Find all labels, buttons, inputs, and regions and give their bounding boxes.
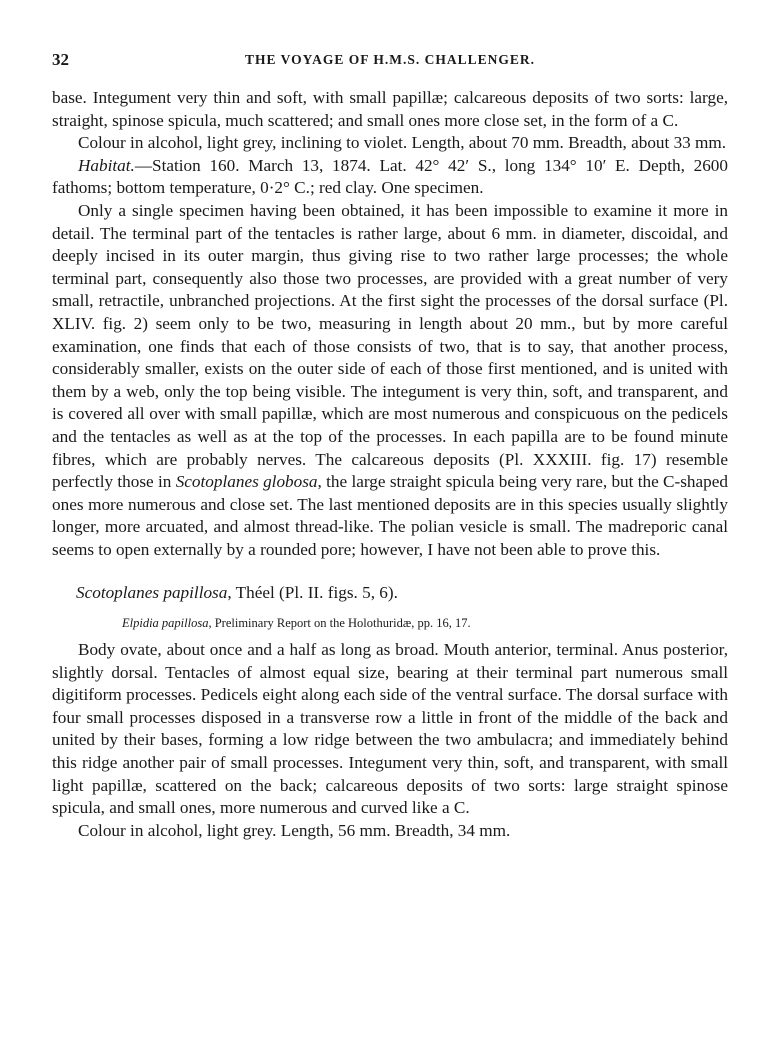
habitat-paragraph — [52, 155, 728, 200]
species-authority: , Théel (Pl. II. figs. 5, 6). — [227, 583, 398, 603]
discussion-part2: , the large straight spicula being very rare, but the C-shaped ones more numerous and close set. The last mentioned deposits are in this species usually slightly longer, more arcuated, and almost thread-like. The polian vesicle is small. The madreporic canal seems to open externally by a rounded pore; however, I have not been able to prove this. — [52, 472, 728, 559]
running-title: THE VOYAGE OF H.M.S. CHALLENGER. — [244, 52, 536, 67]
species-description: Body ovate, about once and a half as long as broad. Mouth anterior, terminal. Anus posterior, slightly dorsal. Tentacles of almost equal size, bearing at their terminal part numerous small digitiform processes. Pedicels eight along each side of the ventral surface. The dorsal surface with four small processes disposed in a transverse row a little in front of the middle of the back and united by their bases, forming a low ridge between the two ambulacra; and immediately behind this ridge another pair of small processes. Integument very thin, soft, and transparent, with small light papillæ, scattered on the back; calcareous deposits of two sorts: large straight spinose spicula, and small ones, more numerous and curved like a C. — [52, 640, 728, 818]
species-reference-italic: Scotoplanes globosa — [175, 472, 318, 492]
discussion-paragraph — [52, 200, 728, 562]
colour-paragraph: Colour in alcohol, light grey, inclining to violet. Length, about 70 mm. Breadth, about 33 mm. — [78, 133, 727, 153]
reference-name: Elpidia papillosa — [122, 616, 209, 631]
synonymy-reference — [52, 614, 728, 632]
species-heading — [52, 582, 728, 605]
habitat-label: Habitat. — [78, 155, 135, 175]
page-number: 32 — [52, 50, 69, 69]
habitat-text: —Station 160. March 13, 1874. Lat. 42° 42′ S., long 134° 10′ E. Depth, 2600 fathoms; bottom temperature, 0·2° C.; red clay. One specimen. — [52, 155, 728, 198]
description-continued: base. Integument very thin and soft, with small papillæ; calcareous deposits of two sorts: large, straight, spinose spicula, much scattered; and small ones more close set, in the form of a C. — [52, 88, 728, 130]
reference-text: , Preliminary Report on the Holothuridæ, pp. 16, 17. — [208, 616, 471, 631]
page-body — [52, 87, 728, 842]
page-header — [52, 50, 728, 72]
species-name: Scotoplanes papillosa — [76, 583, 228, 603]
colour-paragraph-2: Colour in alcohol, light grey. Length, 56 mm. Breadth, 34 mm. — [78, 820, 511, 840]
discussion-part1: Only a single specimen having been obtained, it has been impossible to examine it more in detail. The terminal part of the tentacles is rather large, about 6 mm. in diameter, discoidal, and deeply incised in its outer margin, thus giving rise to two rather large processes; the whole terminal part, consequently also those two processes, are provided with a great number of very small, retractile, unbranched projections. At the first sight the processes of the dorsal surface (Pl. XLIV. fig. 2) seem only to be two, measuring in length about 20 mm., but by more careful examination, one finds that each of those consists of two, that is to say, that another process, considerably smaller, exists on the outer side of each of those first mentioned, and is united with them by a web, only the top being visible. The integument is very thin, soft, and transparent, and is covered all over with small papillæ, which are most numerous and conspicuous on the pedicels and the tentacles as well as at the top of the processes. In each papilla are to be found minute fibres, which are probably nerves. The calcareous deposits (Pl. XXXIII. fig. 17) resemble perfectly those in — [52, 200, 728, 492]
